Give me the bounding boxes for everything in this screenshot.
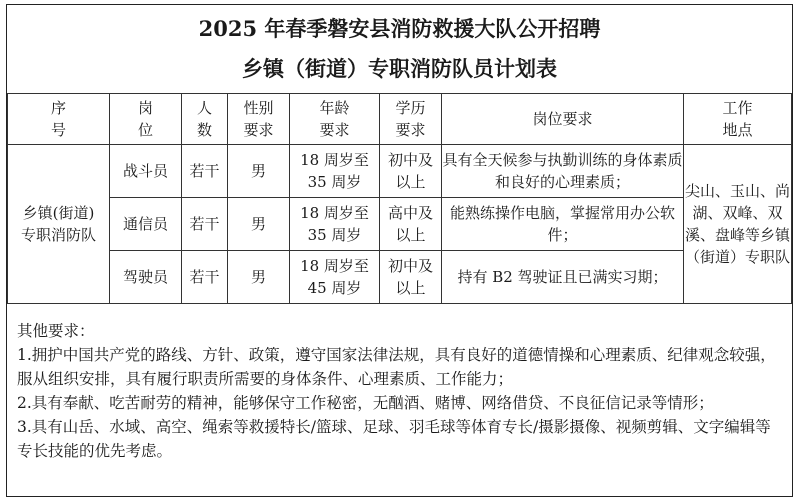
team-cell: 乡镇(街道) 专职消防队 xyxy=(8,145,110,304)
gender-cell: 男 xyxy=(228,251,290,304)
post-cell: 战斗员 xyxy=(110,145,182,198)
plan-table xyxy=(7,93,792,304)
header-seq: 序 号 xyxy=(8,94,110,145)
edu-cell: 高中及 以上 xyxy=(380,198,442,251)
title-line-1: 2025 年春季磐安县消防救援大队公开招聘 xyxy=(198,16,601,41)
count-cell: 若干 xyxy=(182,251,228,304)
age-cell: 18 周岁至 35 周岁 xyxy=(290,145,380,198)
other-item-3: 3.具有山岳、水域、高空、绳索等救援特长/篮球、足球、羽毛球等体育专长/摄影摄像、视频剪辑、文字编辑等专长技能的优先考虑。 xyxy=(17,418,771,460)
age-cell: 18 周岁至 45 周岁 xyxy=(290,251,380,304)
other-heading: 其他要求： xyxy=(17,322,95,340)
table-row xyxy=(8,145,792,198)
table-row xyxy=(8,198,792,251)
duty-cell: 持有 B2 驾驶证且已满实习期； xyxy=(442,251,684,304)
title-line-2: 乡镇（街道）专职消防队员计划表 xyxy=(242,56,557,81)
duty-cell: 能熟练操作电脑，掌握常用办公软件； xyxy=(442,198,684,251)
gender-cell: 男 xyxy=(228,198,290,251)
edu-cell: 初中及 以上 xyxy=(380,251,442,304)
header-post: 岗 位 xyxy=(110,94,182,145)
header-age: 年龄 要求 xyxy=(290,94,380,145)
header-edu: 学历 要求 xyxy=(380,94,442,145)
edu-cell: 初中及 以上 xyxy=(380,145,442,198)
post-cell: 通信员 xyxy=(110,198,182,251)
count-cell: 若干 xyxy=(182,145,228,198)
header-place: 工作 地点 xyxy=(684,94,792,145)
recruitment-plan-document xyxy=(6,4,793,497)
table-header-row xyxy=(8,94,792,145)
other-item-1: 1.拥护中国共产党的路线、方针、政策，遵守国家法律法规，具有良好的道德情操和心理素质、纪律观念较强，服从组织安排，具有履行职责所需要的身体条件、心理素质、工作能力； xyxy=(17,346,776,388)
duty-cell: 具有全天候参与执勤训练的身体素质和良好的心理素质； xyxy=(442,145,684,198)
count-cell: 若干 xyxy=(182,198,228,251)
other-item-2: 2.具有奉献、吃苦耐劳的精神，能够保守工作秘密，无酗酒、赌博、网络借贷、不良征信记录等情形； xyxy=(17,394,714,412)
header-duty: 岗位要求 xyxy=(442,94,684,145)
place-cell: 尖山、玉山、尚湖、双峰、双溪、盘峰等乡镇（街道）专职队 xyxy=(684,145,792,304)
post-cell: 驾驶员 xyxy=(110,251,182,304)
header-gender: 性别 要求 xyxy=(228,94,290,145)
other-requirements xyxy=(7,315,791,467)
age-cell: 18 周岁至 35 周岁 xyxy=(290,198,380,251)
gender-cell: 男 xyxy=(228,145,290,198)
table-row xyxy=(8,251,792,304)
header-count: 人 数 xyxy=(182,94,228,145)
